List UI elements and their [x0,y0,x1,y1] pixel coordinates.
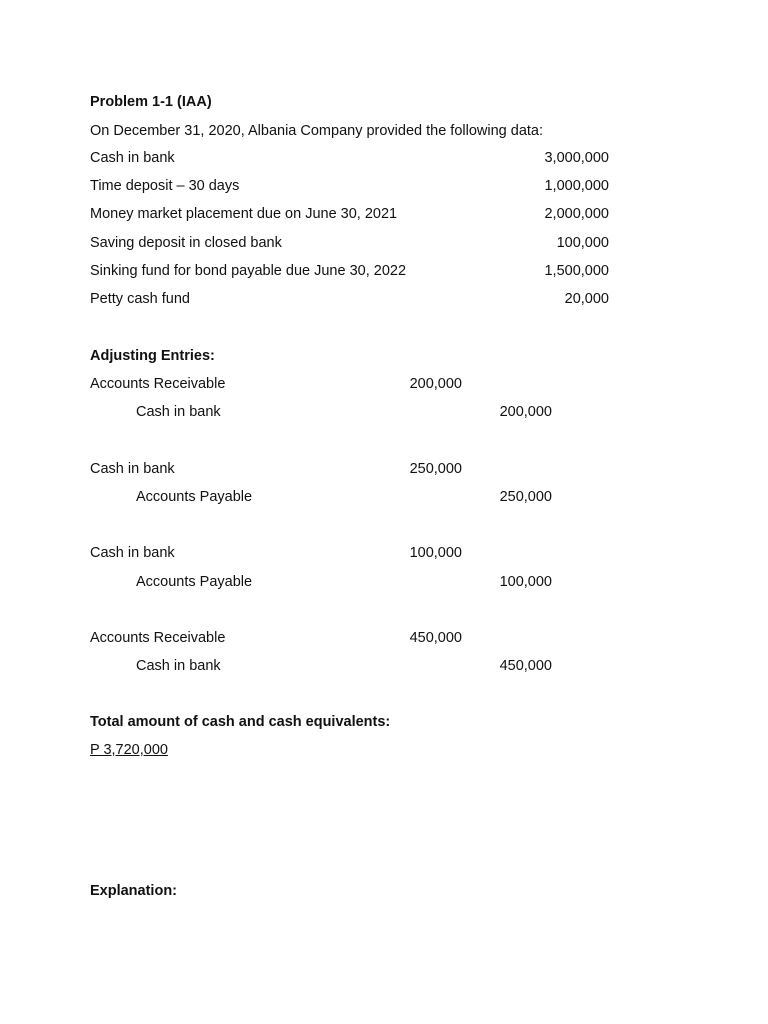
credit-amount: 100,000 [499,574,552,590]
journal-debit-line [90,460,552,478]
data-item-amount: 3,000,000 [544,150,609,166]
data-item-row [90,262,609,280]
adjusting-entries-heading: Adjusting Entries: [90,348,215,364]
debit-account: Cash in bank [90,545,175,561]
data-item-label: Money market placement due on June 30, 2021 [90,206,398,222]
data-item-label: Sinking fund for bond payable due June 30, 2022 [90,263,407,279]
problem-title: Problem 1-1 (IAA) [90,94,212,110]
debit-amount: 200,000 [409,376,462,392]
data-item-amount: 1,500,000 [544,263,609,279]
data-item-amount: 1,000,000 [544,178,609,194]
credit-account: Cash in bank [136,658,221,674]
debit-amount: 250,000 [409,461,462,477]
problem-intro: On December 31, 2020, Albania Company provided the following data: [90,123,544,139]
explanation-heading: Explanation: [90,883,178,899]
journal-debit-line [90,629,552,647]
data-item-row [90,290,609,308]
data-item-amount: 20,000 [564,291,609,307]
data-item-label: Petty cash fund [90,291,190,307]
credit-amount: 200,000 [499,404,552,420]
data-item-label: Saving deposit in closed bank [90,235,282,251]
journal-credit-line [90,573,552,591]
data-item-row [90,177,609,195]
data-item-label: Time deposit – 30 days [90,178,240,194]
credit-account: Cash in bank [136,404,221,420]
journal-debit-line [90,544,552,562]
debit-account: Cash in bank [90,461,175,477]
data-item-amount: 2,000,000 [544,206,609,222]
data-item-label: Cash in bank [90,150,175,166]
data-item-row [90,149,609,167]
credit-amount: 250,000 [499,489,552,505]
data-item-amount: 100,000 [556,235,609,251]
debit-account: Accounts Receivable [90,376,226,392]
journal-credit-line [90,488,552,506]
debit-amount: 100,000 [409,545,462,561]
journal-credit-line [90,403,552,421]
total-value: P 3,720,000 [90,742,168,758]
journal-credit-line [90,657,552,675]
debit-amount: 450,000 [409,630,462,646]
total-heading: Total amount of cash and cash equivalents: [90,714,391,730]
credit-account: Accounts Payable [136,574,253,590]
credit-amount: 450,000 [499,658,552,674]
journal-debit-line [90,375,552,393]
credit-account: Accounts Payable [136,489,253,505]
data-item-row [90,234,609,252]
data-item-row [90,205,609,223]
debit-account: Accounts Receivable [90,630,226,646]
